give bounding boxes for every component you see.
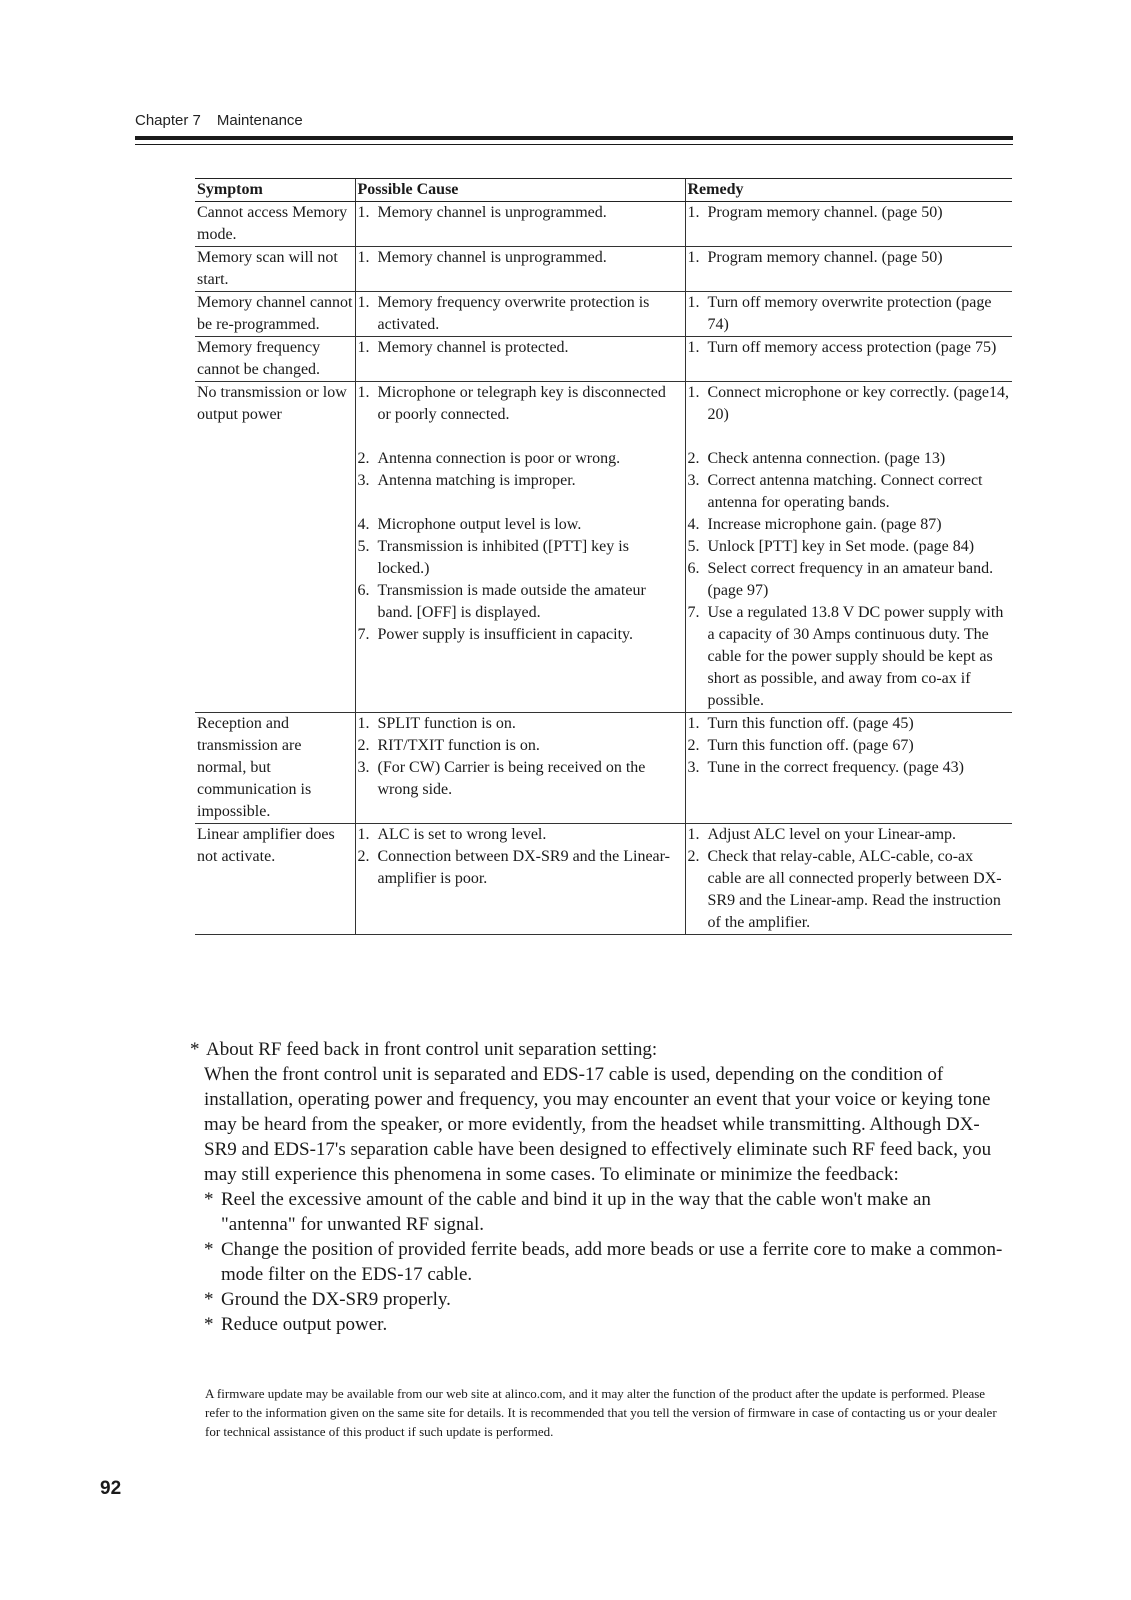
list-item: 2. RIT/TXIT function is on. — [357, 737, 540, 754]
symptom-cell: Memory scan will not start. — [195, 247, 355, 292]
list-item: 1. Memory channel is unprogrammed. — [357, 204, 607, 221]
list-item: 1. Program memory channel. (page 50) — [687, 249, 943, 266]
note-body: When the front control unit is separated and EDS-17 cable is used, depending on the condition of installation, operating power and frequency, you may encounter an event that your voice or keying tone may be heard from the speaker, or more evidently, from the headset while transmitting. Although DX-SR9 and EDS-17's separation cable have been designed to effectively eliminate such RF feed back, you may still experience this phenomena in some cases. To eliminate or minimize the feedback: — [204, 1064, 992, 1185]
list-item: 4. Increase microphone gain. (page 87) — [687, 516, 942, 533]
cause-cell — [355, 713, 685, 824]
column-header-cause: Possible Cause — [355, 179, 685, 202]
list-item: 1. SPLIT function is on. — [357, 715, 516, 732]
list-item: 1. ALC is set to wrong level. — [357, 826, 547, 843]
list-item: * Reel the excessive amount of the cable and bind it up in the way that the cable won't make an "antenna" for unwanted RF signal. — [204, 1189, 931, 1235]
header-rule-thick — [135, 136, 1013, 140]
list-item: 7. Power supply is insufficient in capacity. — [357, 626, 634, 643]
column-header-remedy: Remedy — [685, 179, 1012, 202]
running-header — [135, 112, 303, 129]
table-row — [195, 202, 1012, 247]
symptom-cell: Cannot access Memory mode. — [195, 202, 355, 247]
list-item: 1. Memory channel is protected. — [357, 339, 569, 356]
remedy-cell — [685, 202, 1012, 247]
list-item: 1. Memory frequency overwrite protection is activated. — [357, 294, 650, 333]
list-item: 2. Turn this function off. (page 67) — [687, 737, 914, 754]
list-item: * Ground the DX-SR9 properly. — [204, 1289, 451, 1310]
cause-cell — [355, 202, 685, 247]
remedy-cell — [685, 824, 1012, 935]
list-item: 5. Unlock [PTT] key in Set mode. (page 84) — [687, 538, 975, 555]
header-rule-thin — [135, 144, 1013, 145]
cause-cell — [355, 382, 685, 713]
list-item: * Change the position of provided ferrite beads, add more beads or use a ferrite core to make a common-mode filter on the EDS-17 cable. — [204, 1239, 1003, 1285]
list-item: 2. Check that relay-cable, ALC-cable, co-ax cable are all connected properly between DX-SR9 and the Linear-amp. Read the instruction of the amplifier. — [687, 848, 1002, 931]
table-row — [195, 824, 1012, 935]
troubleshooting-table — [195, 178, 1012, 935]
page-number: 92 — [100, 1478, 122, 1499]
table-header-row — [195, 179, 1012, 202]
remedy-cell — [685, 382, 1012, 713]
cause-cell — [355, 292, 685, 337]
list-item: * Reduce output power. — [204, 1314, 388, 1335]
list-item: 7. Use a regulated 13.8 V DC power supply with a capacity of 30 Amps continuous duty. The cable for the power supply should be kept as short as possible, and away from co-ax if possible. — [687, 604, 1004, 709]
list-item: 1. Turn off memory access protection (page 75) — [687, 339, 997, 356]
list-item: 6. Transmission is made outside the amateur band. [OFF] is displayed. — [357, 582, 646, 621]
list-item: 1. Microphone or telegraph key is disconnected or poorly connected. — [357, 384, 666, 423]
cause-cell — [355, 337, 685, 382]
table-row — [195, 292, 1012, 337]
note-heading: * About RF feed back in front control unit separation setting: — [190, 1039, 658, 1060]
rf-feedback-note — [190, 1037, 1010, 1337]
cause-cell — [355, 824, 685, 935]
chapter-label: Chapter 7 — [135, 112, 201, 129]
remedy-cell — [685, 292, 1012, 337]
list-item: 3. (For CW) Carrier is being received on the wrong side. — [357, 759, 646, 798]
column-header-symptom: Symptom — [195, 179, 355, 202]
symptom-cell: Linear amplifier does not activate. — [195, 824, 355, 935]
list-item: 1. Memory channel is unprogrammed. — [357, 249, 607, 266]
table-row — [195, 713, 1012, 824]
symptom-cell: Reception and transmission are normal, but communication is impossible. — [195, 713, 355, 824]
list-item: 3. Antenna matching is improper. — [357, 472, 576, 489]
list-item: 5. Transmission is inhibited ([PTT] key is locked.) — [357, 538, 629, 577]
list-item: 2. Connection between DX-SR9 and the Linear-amplifier is poor. — [357, 848, 670, 887]
remedy-cell — [685, 247, 1012, 292]
list-item: 2. Check antenna connection. (page 13) — [687, 450, 946, 467]
list-item: 3. Correct antenna matching. Connect correct antenna for operating bands. — [687, 472, 983, 511]
cause-cell — [355, 247, 685, 292]
table-row — [195, 382, 1012, 713]
remedy-cell — [685, 337, 1012, 382]
table-row — [195, 337, 1012, 382]
list-item: 1. Adjust ALC level on your Linear-amp. — [687, 826, 957, 843]
section-label: Maintenance — [216, 112, 303, 129]
list-item: 6. Select correct frequency in an amateur band. (page 97) — [687, 560, 994, 599]
firmware-footnote: A firmware update may be available from our web site at alinco.com, and it may alter the function of the product after the update is performed. Please refer to the information given on the same site for details. It is recommended that you tell the version of firmware in case of contacting us or your dealer for technical assistance of this product if such update is performed. — [205, 1386, 997, 1439]
remedy-cell — [685, 713, 1012, 824]
list-item: 4. Microphone output level is low. — [357, 516, 582, 533]
list-item: 1. Turn this function off. (page 45) — [687, 715, 914, 732]
list-item: 1. Turn off memory overwrite protection (page 74) — [687, 294, 992, 333]
table-row — [195, 247, 1012, 292]
list-item: 1. Connect microphone or key correctly. (page14, 20) — [687, 384, 1010, 423]
list-item: 2. Antenna connection is poor or wrong. — [357, 450, 621, 467]
symptom-cell: Memory channel cannot be re-programmed. — [195, 292, 355, 337]
symptom-cell: Memory frequency cannot be changed. — [195, 337, 355, 382]
symptom-cell: No transmission or low output power — [195, 382, 355, 713]
list-item: 1. Program memory channel. (page 50) — [687, 204, 943, 221]
list-item: 3. Tune in the correct frequency. (page 43) — [687, 759, 964, 776]
